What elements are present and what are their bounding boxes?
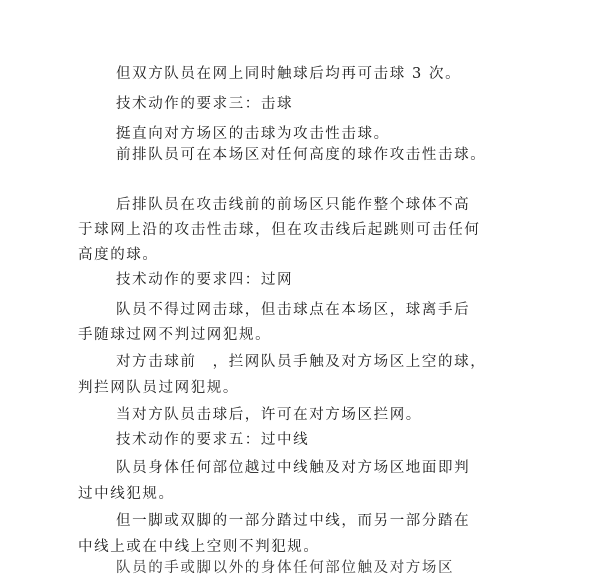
section-heading: 技术动作的要求五：过中线	[116, 432, 310, 448]
paragraph-line: 队员身体任何部位越过中线触及对方场区地面即判	[116, 460, 471, 476]
paragraph-line: 判拦网队员过网犯规。	[78, 380, 239, 396]
paragraph-line: 挺直向对方场区的击球为攻击性击球。	[116, 126, 390, 142]
paragraph-line: 前排队员可在本场区对任何高度的球作攻击性击球。	[116, 147, 487, 163]
paragraph-line: 手随球过网不判过网犯规。	[78, 327, 272, 343]
paragraph-line: 但一脚或双脚的一部分踏过中线，而另一部分踏在	[116, 513, 471, 529]
paragraph-line: 后排队员在攻击线前的前场区只能作整个球体不高	[116, 197, 471, 213]
section-heading: 技术动作的要求四：过网	[116, 272, 294, 288]
paragraph-line: 对方击球前 ，拦网队员手触及对方场区上空的球，	[116, 354, 487, 370]
paragraph-line-cut-off: 队员的手或脚以外的身体任何部位触及对方场区	[116, 560, 455, 576]
paragraph-line: 过中线犯规。	[78, 486, 175, 502]
paragraph-line: 当对方队员击球后，许可在对方场区拦网。	[116, 407, 422, 423]
paragraph-line: 高度的球。	[78, 247, 159, 263]
section-heading: 技术动作的要求三：击球	[116, 96, 294, 112]
paragraph-line: 队员不得过网击球，但击球点在本场区，球离手后	[116, 302, 471, 318]
paragraph-line: 中线上或在中线上空则不判犯规。	[78, 539, 320, 555]
paragraph-line: 但双方队员在网上同时触球后均再可击球 3 次。	[116, 66, 462, 82]
paragraph-line: 于球网上沿的攻击性击球，但在攻击线后起跳则可击任何	[78, 222, 481, 238]
